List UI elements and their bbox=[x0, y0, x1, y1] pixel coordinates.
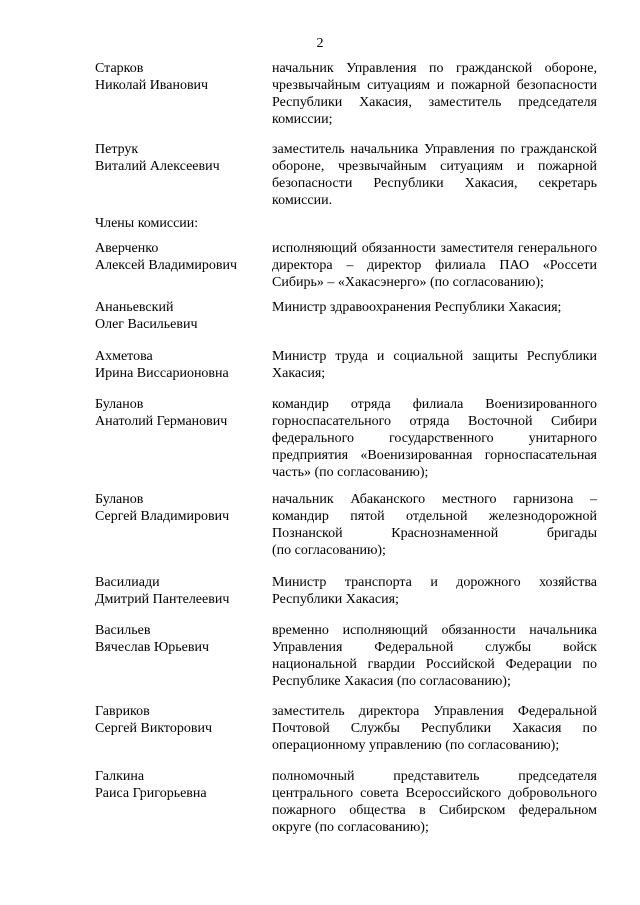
member-position bbox=[272, 703, 597, 754]
member-name bbox=[95, 240, 265, 274]
position-line: часть» (по согласованию); bbox=[272, 465, 429, 480]
member-position bbox=[272, 574, 597, 608]
position-line: округе (по согласованию); bbox=[272, 820, 429, 835]
page-number: 2 bbox=[316, 36, 324, 51]
position-line: операционному управлению (по согласованию); bbox=[272, 738, 560, 753]
position-line: безопасности Республики Хакасия, секретарь bbox=[272, 176, 597, 191]
surname: Ананьевский bbox=[95, 300, 174, 315]
given-names: Николай Иванович bbox=[95, 78, 209, 93]
member-position bbox=[272, 396, 597, 481]
position-line: начальник Управления по гражданской обороне, bbox=[272, 61, 597, 76]
member-position bbox=[272, 60, 597, 128]
position-line: центрального совета Всероссийского добровольного bbox=[272, 786, 597, 801]
member-name bbox=[95, 703, 265, 737]
position-line: Республики Хакасия, заместитель председателя bbox=[272, 95, 597, 110]
member-position bbox=[272, 491, 597, 559]
surname: Буланов bbox=[95, 492, 144, 507]
given-names: Алексей Владимирович bbox=[95, 258, 238, 273]
position-line: заместитель директора Управления Федеральной bbox=[272, 704, 597, 719]
given-names: Олег Васильевич bbox=[95, 317, 198, 332]
surname: Буланов bbox=[95, 397, 144, 412]
position-line: Республики Хакасия; bbox=[272, 592, 399, 607]
surname: Гавриков bbox=[95, 704, 150, 719]
given-names: Виталий Алексеевич bbox=[95, 159, 220, 174]
member-position bbox=[272, 348, 597, 382]
member-position bbox=[272, 299, 597, 316]
position-line: чрезвычайным ситуациям и пожарной безопасности bbox=[272, 78, 597, 93]
surname: Ахметова bbox=[95, 349, 153, 364]
position-line: Почтовой Службы Республики Хакасия по bbox=[272, 721, 597, 736]
position-line: Республике Хакасия (по согласованию); bbox=[272, 674, 511, 689]
position-line: командир отряда филиала Военизированного bbox=[272, 397, 597, 412]
member-name bbox=[95, 141, 265, 175]
given-names: Анатолий Германович bbox=[95, 414, 228, 429]
position-line: заместитель начальника Управления по гражданской bbox=[272, 142, 597, 157]
position-line: полномочный представитель председателя bbox=[272, 769, 597, 784]
position-line: (по согласованию); bbox=[272, 543, 386, 558]
position-line: комиссии; bbox=[272, 112, 333, 127]
member-name bbox=[95, 491, 265, 525]
member-position bbox=[272, 240, 597, 291]
member-position bbox=[272, 768, 597, 836]
given-names: Вячеслав Юрьевич bbox=[95, 640, 210, 655]
position-line: Познанской Краснознаменной бригады bbox=[272, 526, 597, 541]
position-line: директора – директор филиала ПАО «Россети bbox=[272, 258, 597, 273]
given-names: Ирина Виссарионовна bbox=[95, 366, 229, 381]
member-name bbox=[95, 574, 265, 608]
position-line: командир пятой отдельной железнодорожной bbox=[272, 509, 597, 524]
position-line: Сибирь» – «Хакасэнерго» (по согласованию); bbox=[272, 275, 544, 290]
position-line: Министр здравоохранения Республики Хакасия; bbox=[272, 300, 562, 315]
surname: Василиади bbox=[95, 575, 160, 590]
member-name bbox=[95, 396, 265, 430]
surname: Петрук bbox=[95, 142, 139, 157]
position-line: Министр труда и социальной защиты Республики bbox=[272, 349, 597, 364]
member-position bbox=[272, 622, 597, 690]
position-line: Управления Федеральной службы войск bbox=[272, 640, 597, 655]
given-names: Сергей Владимирович bbox=[95, 509, 230, 524]
given-names: Дмитрий Пантелеевич bbox=[95, 592, 230, 607]
position-line: начальник Абаканского местного гарнизона – bbox=[272, 492, 597, 507]
surname: Старков bbox=[95, 61, 144, 76]
position-line: горноспасательного отряда Восточной Сибири bbox=[272, 414, 597, 429]
position-line: пожарного общества в Сибирском федеральном bbox=[272, 803, 597, 818]
position-line: комиссии. bbox=[272, 193, 333, 208]
surname: Васильев bbox=[95, 623, 151, 638]
given-names: Сергей Викторович bbox=[95, 721, 213, 736]
member-position bbox=[272, 141, 597, 209]
member-name bbox=[95, 768, 265, 802]
position-line: временно исполняющий обязанности начальника bbox=[272, 623, 597, 638]
position-line: национальной гвардии Российской Федерации по bbox=[272, 657, 597, 672]
surname: Аверченко bbox=[95, 241, 159, 256]
member-name bbox=[95, 622, 265, 656]
member-name bbox=[95, 60, 265, 94]
position-line: Хакасия; bbox=[272, 366, 326, 381]
position-line: Министр транспорта и дорожного хозяйства bbox=[272, 575, 597, 590]
given-names: Раиса Григорьевна bbox=[95, 786, 207, 801]
surname: Галкина bbox=[95, 769, 145, 784]
member-name bbox=[95, 299, 265, 333]
position-line: обороне, чрезвычайным ситуациям и пожарной bbox=[272, 159, 597, 174]
members-heading: Члены комиссии: bbox=[95, 216, 199, 231]
position-line: исполняющий обязанности заместителя генерального bbox=[272, 241, 597, 256]
position-line: федерального государственного унитарного bbox=[272, 431, 597, 446]
position-line: предприятия «Военизированная горноспасательная bbox=[272, 448, 597, 463]
member-name bbox=[95, 348, 265, 382]
